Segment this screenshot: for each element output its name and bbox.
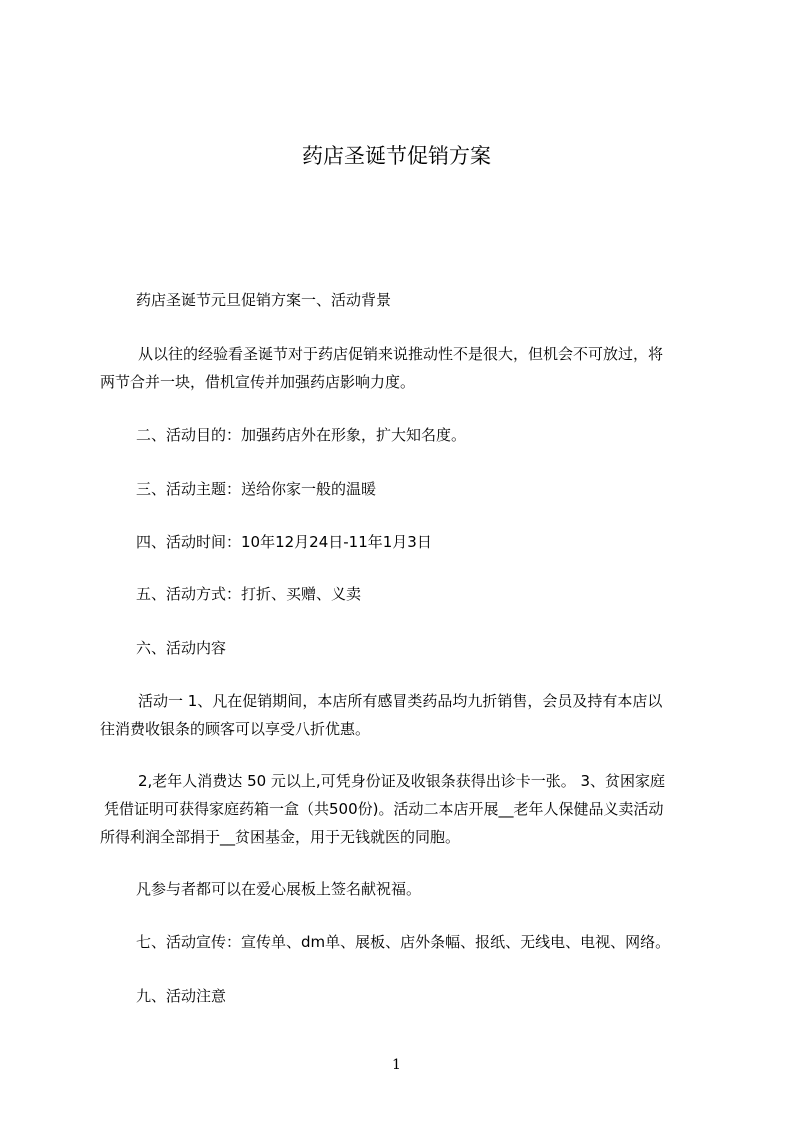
paragraph-notes-heading — [100, 982, 706, 1010]
paragraph-line: 四、活动时间：10年12月24日-11年1月3日 — [136, 533, 432, 551]
paragraph-signature — [100, 875, 706, 903]
paragraph-line: 九、活动注意 — [136, 987, 227, 1005]
paragraph-line: 活动一 1、凡在促销期间，本店所有感冒类药品均九折销售，会员及持有本店以 — [138, 692, 663, 710]
paragraph-line: 七、活动宣传：宣传单、dm单、展板、店外条幅、报纸、无线电、电视、网络。 — [136, 933, 671, 951]
paragraph-time — [100, 528, 706, 556]
page-number: 1 — [392, 1057, 401, 1073]
paragraph-line: 五、活动方式：打折、买赠、义卖 — [136, 585, 362, 603]
paragraph-line: 从以往的经验看圣诞节对于药店促销来说推动性不是很大，但机会不可放过，将 — [138, 345, 664, 363]
paragraph-line: 药店圣诞节元旦促销方案一、活动背景 — [136, 291, 392, 309]
paragraph-activity-two — [100, 767, 706, 851]
paragraph-theme — [100, 475, 706, 503]
paragraph-line: 三、活动主题：送给你家一般的温暖 — [136, 480, 377, 498]
paragraph-line: 所得利润全部捐于__贫困基金，用于无钱就医的同胞。 — [100, 828, 461, 846]
paragraph-method — [100, 580, 706, 608]
paragraph-content-heading — [100, 634, 706, 662]
paragraph-line: 两节合并一块，借机宣传并加强药店影响力度。 — [100, 373, 416, 391]
paragraph-line: 六、活动内容 — [136, 639, 227, 657]
paragraph-background-heading — [100, 286, 706, 314]
paragraph-activity-one — [100, 687, 706, 743]
paragraph-line: 二、活动目的：加强药店外在形象，扩大知名度。 — [136, 426, 467, 444]
paragraph-promotion — [100, 928, 706, 956]
paragraph-purpose — [100, 421, 706, 449]
paragraph-line: 凡参与者都可以在爱心展板上签名献祝福。 — [136, 880, 422, 898]
paragraph-line: 凭借证明可获得家庭药箱一盒（共500份)。活动二本店开展__老年人保健品义卖活动 — [104, 800, 664, 818]
paragraph-line: 往消费收银条的顾客可以享受八折优惠。 — [100, 720, 371, 738]
paragraph-line: 2,老年人消费达 50 元以上,可凭身份证及收银条获得出诊卡一张。 3、贫困家庭 — [138, 772, 666, 790]
paragraph-background-body — [100, 340, 706, 396]
document-title: 药店圣诞节促销方案 — [302, 144, 491, 168]
